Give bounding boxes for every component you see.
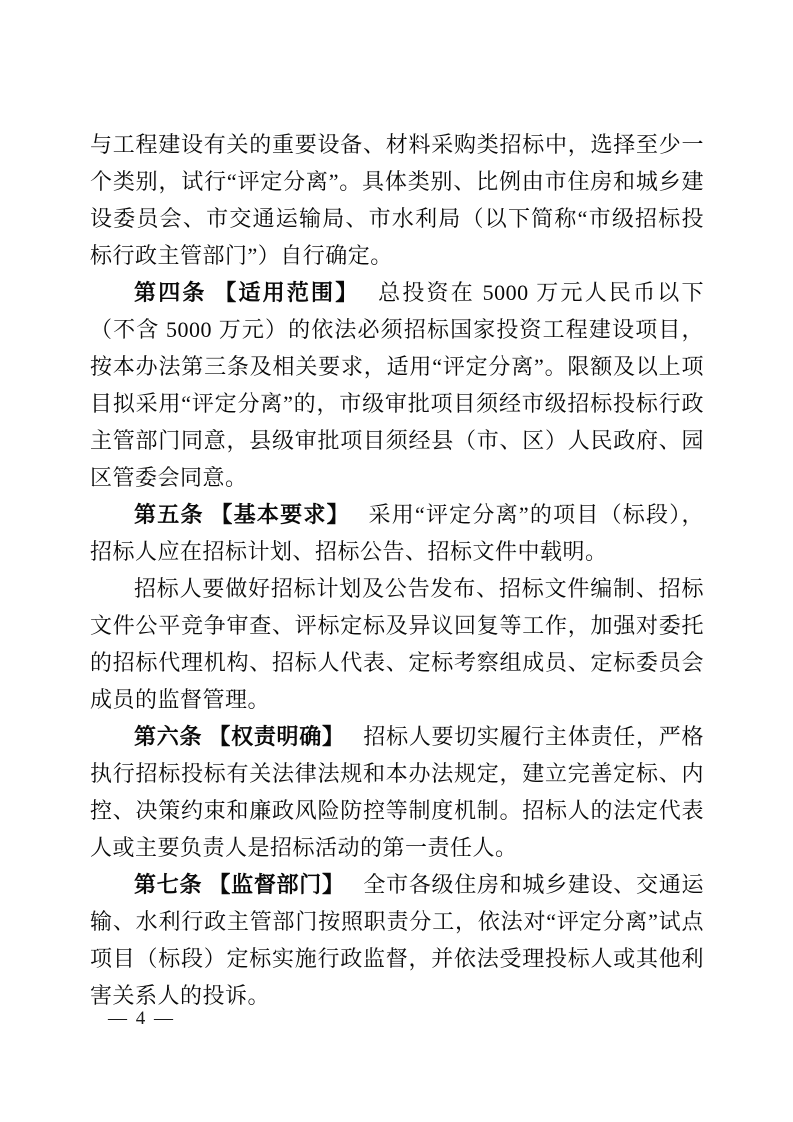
article-6 xyxy=(90,718,704,866)
article-5-heading: 第五条 【基本要求】 xyxy=(134,502,350,527)
article-7 xyxy=(90,866,704,1014)
paragraph-continuation xyxy=(90,126,704,274)
document-body xyxy=(90,126,704,1014)
article-6-heading: 第六条 【权责明确】 xyxy=(134,724,345,749)
article-6-text: 招标人要切实履行主体责任，严格执行招标投标有关法律法规和本办法规定，建立完善定标、内控、决策约束和廉政风险防控等制度机制。招标人的法定代表人或主要负责人是招标活动的第一责任人。 xyxy=(90,724,704,860)
page-number: — 4 — xyxy=(108,1008,175,1029)
article-7-heading: 第七条 【监督部门】 xyxy=(134,872,345,897)
article-4-text: 总投资在 5000 万元人民币以下（不含 5000 万元）的依法必须招标国家投资工程建设项目，按本办法第三条及相关要求，适用“评定分离”。限额及以上项目拟采用“评定分离”的，市级审批项目须经市级招标投标行政主管部门同意，县级审批项目须经县（市、区）人民政府、园区管委会同意。 xyxy=(90,280,705,490)
article-4 xyxy=(90,274,704,496)
paragraph-obligations xyxy=(90,570,704,718)
article-5-text: 采用“评定分离”的项目（标段），招标人应在招标计划、招标公告、招标文件中载明。 xyxy=(90,502,704,564)
paragraph-text: 与工程建设有关的重要设备、材料采购类招标中，选择至少一个类别，试行“评定分离”。具体类别、比例由市住房和城乡建设委员会、市交通运输局、市水利局（以下简称“市级招标投标行政主管部门”）自行确定。 xyxy=(90,132,705,268)
paragraph-text: 招标人要做好招标计划及公告发布、招标文件编制、招标文件公平竞争审查、评标定标及异议回复等工作，加强对委托的招标代理机构、招标人代表、定标考察组成员、定标委员会成员的监督管理。 xyxy=(90,576,704,712)
article-5 xyxy=(90,496,704,570)
article-4-heading: 第四条 【适用范围】 xyxy=(134,280,360,305)
article-7-text: 全市各级住房和城乡建设、交通运输、水利行政主管部门按照职责分工，依法对“评定分离”试点项目（标段）定标实施行政监督，并依法受理投标人或其他利害关系人的投诉。 xyxy=(90,872,705,1008)
